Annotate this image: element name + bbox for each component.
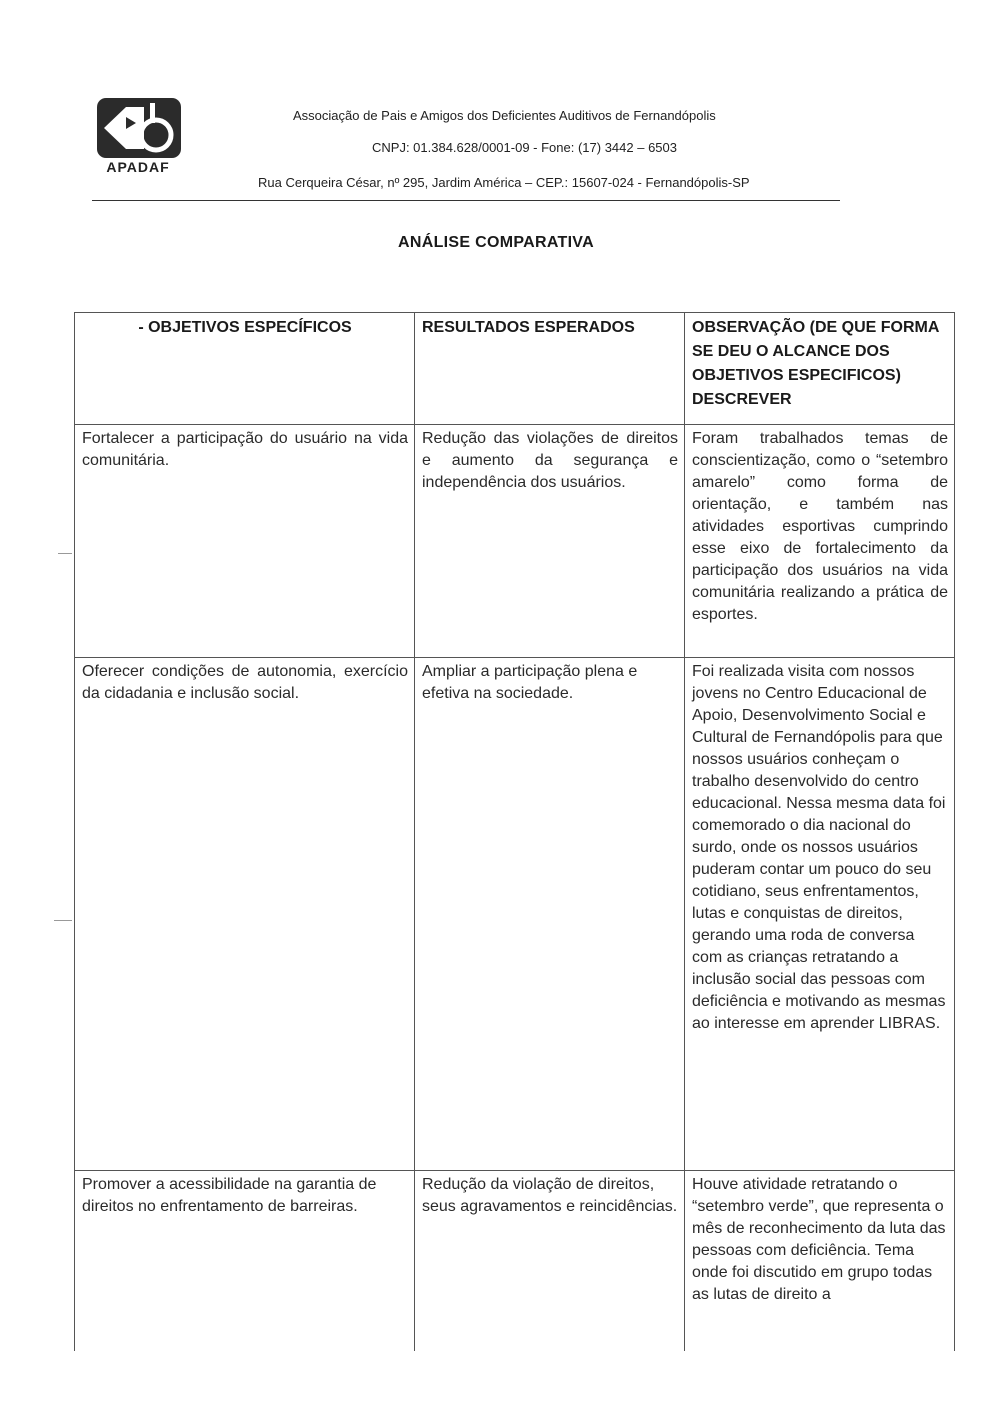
result-cell: Redução da violação de direitos, seus agravamentos e reincidências. xyxy=(415,1171,685,1351)
observation-cell: Houve atividade retratando o “setembro verde”, que representa o mês de reconhecimento da luta das pessoas com deficiência. Tema onde foi discutido em grupo todas as lutas de direito a xyxy=(685,1171,955,1351)
document-title: ANÁLISE COMPARATIVA xyxy=(398,234,594,251)
observation-cell: Foram trabalhados temas de conscientização, como o “setembro amarelo” como forma de orientação, e também nas atividades esportivas cumprindo esse eixo de fortalecimento da participação dos usuários na vida comunitária realizando a prática de esportes. xyxy=(685,425,955,658)
table-row xyxy=(75,1171,955,1351)
ear-logo-icon xyxy=(96,97,182,159)
objective-cell: Oferecer condições de autonomia, exercício da cidadania e inclusão social. xyxy=(75,658,415,1171)
result-cell: Ampliar a participação plena e efetiva na sociedade. xyxy=(415,658,685,1171)
scan-mark xyxy=(54,920,72,921)
table-header-row xyxy=(75,313,955,425)
scan-mark xyxy=(58,553,72,554)
header-observation: OBSERVAÇÃO (DE QUE FORMA SE DEU O ALCANCE DOS OBJETIVOS ESPECIFICOS) DESCREVER xyxy=(685,313,955,425)
observation-cell: Foi realizada visita com nossos jovens no Centro Educacional de Apoio, Desenvolvimento Social e Cultural de Fernandópolis para que nossos usuários conheçam o trabalho desenvolvido do centro educacional. Nessa mesma data foi comemorado o dia nacional do surdo, onde os nossos usuários puderam contar um pouco do seu cotidiano, seus enfrentamentos, lutas e conquistas de direitos, gerando uma roda de conversa com as crianças retratando a inclusão social das pessoas com deficiência e motivando as mesmas ao interesse em aprender LIBRAS. xyxy=(685,658,955,1171)
result-cell: Redução das violações de direitos e aumento da segurança e independência dos usuários. xyxy=(415,425,685,658)
table-row xyxy=(75,658,955,1171)
objective-cell: Fortalecer a participação do usuário na vida comunitária. xyxy=(75,425,415,658)
comparative-analysis-table xyxy=(74,312,955,1351)
apadaf-logo xyxy=(92,97,184,177)
logo-text: APADAF xyxy=(106,159,170,175)
header-expected-results: RESULTADOS ESPERADOS xyxy=(415,313,685,425)
header-divider xyxy=(92,200,840,201)
table-row xyxy=(75,425,955,658)
org-name: Associação de Pais e Amigos dos Deficientes Auditivos de Fernandópolis xyxy=(293,108,716,123)
address-line: Rua Cerqueira César, nº 295, Jardim América – CEP.: 15607-024 - Fernandópolis-SP xyxy=(258,175,750,190)
cnpj-phone-line: CNPJ: 01.384.628/0001-09 - Fone: (17) 3442 – 6503 xyxy=(372,140,677,155)
objective-cell: Promover a acessibilidade na garantia de direitos no enfrentamento de barreiras. xyxy=(75,1171,415,1351)
header-objectives: - OBJETIVOS ESPECÍFICOS xyxy=(75,313,415,425)
